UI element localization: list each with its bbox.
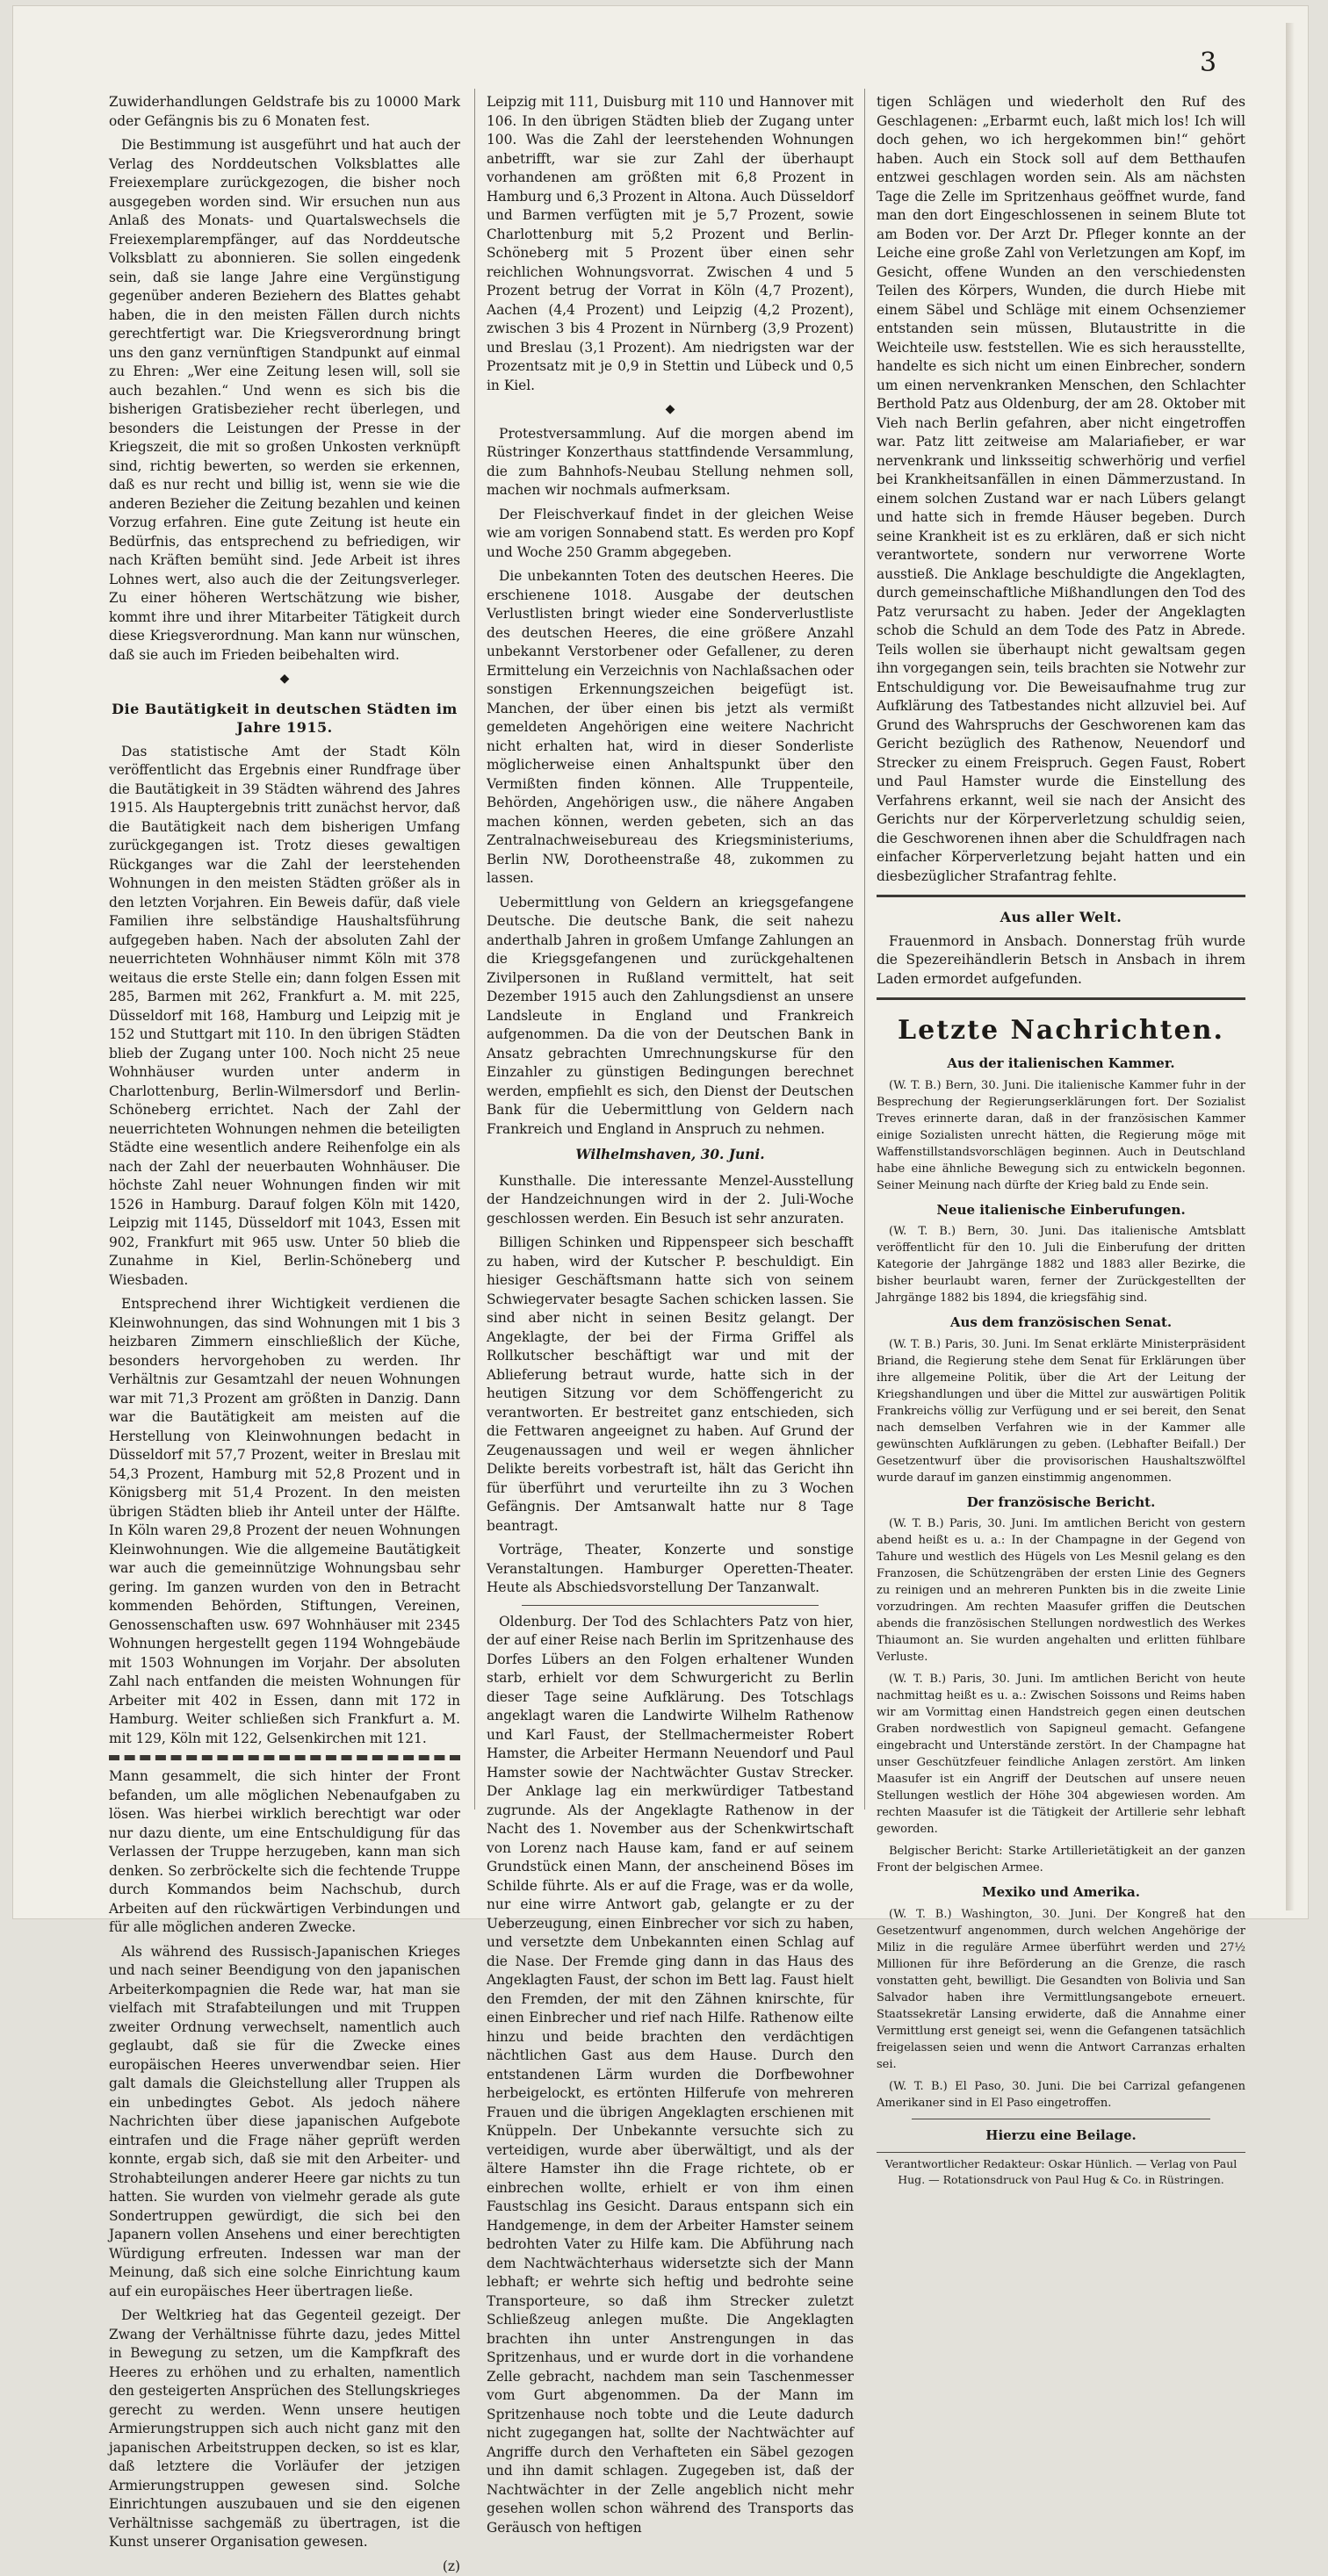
section-divider: [877, 895, 1245, 897]
news-paragraph: (W. T. B.) El Paso, 30. Juni. Die bei Carrizal gefangenen Amerikaner sind in El Paso eingetroffen.: [877, 2078, 1245, 2112]
section-divider: [877, 997, 1245, 1000]
end-mark: (z): [109, 2558, 460, 2576]
news-paragraph: (W. T. B.) Paris, 30. Juni. Im amtlichen Bericht von heute nachmittag heißt es u. a.: Zwischen Soissons und Reims haben wir am Vormittag einen Handstreich gegen einen deutschen Graben nordwestlich von Sapigneul gemacht. Gefangene eingebracht und Unterstände zerstört. In der Champagne hat unser Geschützfeuer feindliche Anlagen zerstört. Am linken Maasufer ist ein Angriff der Deutschen auf unsere neuen Stellungen westlich der Höhe 304 abgewiesen worden. Am rechten Maasufer ist die Tätigkeit der Artillerie sehr lebhaft geworden.: [877, 1671, 1245, 1838]
news-paragraph: (W. T. B.) Paris, 30. Juni. Im amtlichen Bericht von gestern abend heißt es u. a.: In der Champagne in der Gegend von Tahure und westlich des Hügels von Les Mesnil gelang es den Franzosen, die Schützengräben der ersten Linie des Gegners zu reinigen und an mehreren Punkten bis in die zweite Linie vorzudringen. Am rechten Maasufer griffen die Deutschen abends die französischen Stellungen nordwestlich des Werkes Thiaumont an. Sie wurden angehalten und erlitten fühlbare Verluste.: [877, 1515, 1245, 1666]
news-paragraph: (W. T. B.) Bern, 30. Juni. Das italienische Amtsblatt veröffentlicht für den 10. Juli die Einberufung der dritten Kategorie der Jahrgänge 1882 und 1883 aller Bezirke, die bisher beurlaubt waren, ferner der Zurückgestellten der Jahrgänge 1882 bis 1894, die kriegsfähig sind.: [877, 1223, 1245, 1306]
article-paragraph: Zuwiderhandlungen Geldstrafe bis zu 10000 Mark oder Gefängnis bis zu 6 Monaten fest.: [109, 93, 460, 131]
article-paragraph: Entsprechend ihrer Wichtigkeit verdienen die Kleinwohnungen, das sind Wohnungen mit 1 bis 3 heizbaren Zimmern einschließlich der Küche, besonders hervorgehoben zu werden. Ihr Verhältnis zur Gesamtzahl der neuen Wohnungen war mit 71,3 Prozent am größten in Danzig. Dann war die Bautätigkeit am meisten auf die Herstellung von Kleinwohnungen bedacht in Düsseldorf mit 57,7 Prozent, weiter in Breslau mit 54,3 Prozent, Hamburg mit 52,8 Prozent und in Königsberg mit 51,4 Prozent. In den meisten übrigen Städten blieb ihr Anteil unter der Hälfte. In Köln waren 29,8 Prozent der neuen Wohnungen Kleinwohnungen. Wie die allgemeine Bautätigkeit war auch die gemeinnützige Wohnungsbau sehr gering. Im ganzen wurden von den in Betracht kommenden Behörden, Stiftungen, Vereinen, Genossenschaften usw. 697 Wohnhäuser mit 2345 Wohnungen hergestellt gegen 1194 Wohngebäude mit 1503 Wohnungen im Vorjahr. Der absoluten Zahl nach entfanden die meisten Wohnungen für Arbeiter mit 402 in Essen, dann mit 172 in Hamburg. Weiter schließen sich Frankfurt a. M. mit 129, Köln mit 122, Gelsenkirchen mit 121.: [109, 1295, 460, 1748]
article-paragraph: Uebermittlung von Geldern an kriegsgefangene Deutsche. Die deutsche Bank, die seit nahezu anderthalb Jahren in großem Umfange Zahlungen an die Kriegsgefangenen und zurückgehaltenen Zivilpersonen in Rußland vermittelt, hat seit Dezember 1915 auch den Zahlungsdienst an unsere Landsleute in England und Frankreich aufgenommen. Da die von der Deutschen Bank in Ansatz gebrachten Umrechnungskurse für den Einzahler zu günstigen Bedingungen berechnet werden, empfiehlt es sich, den Dienst der Deutschen Bank für die Uebermittlung von Geldern nach Frankreich und England in Anspruch zu nehmen.: [487, 894, 854, 1140]
news-paragraph: (W. T. B.) Washington, 30. Juni. Der Kongreß hat den Gesetzentwurf angenommen, durch welchen Angehörige der Miliz in die reguläre Armee überführt werden und 27½ Millionen für ihre Beförderung an die Grenze, die rasch vonstatten geht, bewilligt. Die Gesandten von Bolivia und San Salvador haben ihre Vermittlungsangebote erneuert. Staatssekretär Lansing erwiderte, daß die Annahme einer Vermittlung erst geneigt sei, wenn die Gefangenen tatsächlich freigelassen seien und wenn die Antwort Carranzas erhalten sei.: [877, 1906, 1245, 2073]
article-paragraph: Die Bestimmung ist ausgeführt und hat auch der Verlag des Norddeutschen Volksblattes alle Freiexemplare zurückgezogen, die bisher noch ausgegeben worden sind. Wir ersuchen nun aus Anlaß des Monats- und Quartalswechsels die Freiexemplarempfänger, auf das Norddeutsche Volksblatt zu abonnieren. Sie sollen eingedenk sein, daß sie lange Jahre eine Vergünstigung gegenüber anderen Beziehern des Blattes gehabt haben, die in den meisten Fällen durch nichts gerechtfertigt war. Die Kriegsverordnung bringt uns den ganz vernünftigen Standpunkt auf einmal zu Ehren: „Wer eine Zeitung lesen will, soll sie auch bezahlen.“ Und wenn es sich bis die bisherigen Gratisbezieher recht überlegen, und besonders die Leistungen der Presse in der Kriegszeit, die mit so großen Unkosten verknüpft sind, richtig bewerten, so werden sie erkennen, daß es nur recht und billig ist, wenn sie wie die anderen Bezieher die Zeitung bezahlen und keinen Vorzug erfahren. Eine gute Zeitung ist heute ein Bedürfnis, das entsprechend zu befriedigen, wir nach Kräften bemüht sind. Jede Arbeit ist ihres Lohnes wert, also auch die der Zeitungsverleger. Zu einer höheren Wertschätzung wie bisher, kommt ihre und ihrer Mitarbeiter Tätigkeit durch diese Kriegsverordnung. Man kann nur wünschen, daß sie auch im Frieden beibehalten wird.: [109, 136, 460, 665]
imprint: Verantwortlicher Redakteur: Oskar Hünlich. — Verlag von Paul Hug. — Rotationsdruck von Paul Hug & Co. in Rüstringen.: [877, 2152, 1245, 2188]
article-heading: Die Bautätigkeit in deutschen Städten im Jahre 1915.: [109, 700, 460, 738]
section-heading-large: Letzte Nachrichten.: [877, 1016, 1245, 1046]
article-paragraph: Frauenmord in Ansbach. Donnerstag früh wurde die Spezereihändlerin Betsch in Ansbach in ihrem Laden ermordet aufgefunden.: [877, 932, 1245, 989]
separator-diamond: ◆: [487, 400, 854, 420]
news-paragraph: Belgischer Bericht: Starke Artillerietätigkeit an der ganzen Front der belgischen Armee.: [877, 1843, 1245, 1876]
news-paragraph: (W. T. B.) Paris, 30. Juni. Im Senat erklärte Ministerpräsident Briand, die Regierung stehe dem Senat für Erklärungen über ihre allgemeine Politik, über die Art der Leitung der Kriegshandlungen und über die Mittel zur auswärtigen Politik Frankreichs völlig zur Verfügung und er sei bereit, den Senat nach demselben Verfahren wie in der Kammer alle gewünschten Aufklärungen zu geben. (Lebhafter Beifall.) Der Gesetzentwurf über die provisorischen Haushaltszwölftel wurde darauf im ganzen einstimmig angenommen.: [877, 1336, 1245, 1486]
article-paragraph: Der Fleischverkauf findet in der gleichen Weise wie am vorigen Sonnabend statt. Es werden pro Kopf und Woche 250 Gramm abgegeben.: [487, 506, 854, 563]
separator-diamond: ◆: [109, 670, 460, 689]
article-paragraph: Die unbekannten Toten des deutschen Heeres. Die erschienene 1018. Ausgabe der deutschen Verlustlisten bringt wieder eine Sonderverlustliste des deutschen Heeres, die eine größere Anzahl unbekannt Verstorbener oder Gefallener, zu deren Ermittelung ein Verzeichnis von Nachlaßsachen oder sonstigen Erkennungszeichen beigefügt ist. Manchen, der über einen bis jetzt als vermißt gemeldeten Angehörigen eine weitere Nachricht nicht erhalten hat, wird in dieser Sonderliste möglicherweise einen Anhaltspunkt über den Vermißten finden können. Alle Truppenteile, Behörden, Angehörigen usw., die nähere Angaben machen können, werden gebeten, sich an das Zentralnachweisebureau des Kriegsministeriums, Berlin NW, Dorotheenstraße 48, zukommen zu lassen.: [487, 567, 854, 889]
article-paragraph: Kunsthalle. Die interessante Menzel-Ausstellung der Handzeichnungen wird in der 2. Juli-Woche geschlossen werden. Ein Besuch ist sehr anzuraten.: [487, 1172, 854, 1229]
news-subheading: Aus der italienischen Kammer.: [877, 1054, 1245, 1074]
column-divider: [474, 89, 475, 1810]
column-middle: [487, 93, 854, 1796]
article-paragraph: Der Weltkrieg hat das Gegenteil gezeigt. Der Zwang der Verhältnisse führte dazu, jedes Mittel in Bewegung zu setzen, um die Kampfkraft des Heeres zu erhöhen und zu erhalten, namentlich den gesteigerten Ansprüchen des Stellungskrieges gerecht zu werden. Wenn unsere heutigen Armierungstruppen sich auch nicht ganz mit den japanischen Arbeitstruppen decken, so ist es klar, daß letztere die Vorläufer der jetzigen Armierungstruppen gewesen sind. Solche Einrichtungen auszubauen und sie den eigenen Verhältnisse sachgemäß zu übertragen, ist die Kunst unserer Organisation gewesen.: [109, 2306, 460, 2552]
section-heading: Aus aller Welt.: [877, 908, 1245, 927]
article-paragraph: Oldenburg. Der Tod des Schlachters Patz von hier, der auf einer Reise nach Berlin im Spritzenhause des Dorfes Lübers an den Folgen erhaltener Wunden starb, erhielt vor dem Schwurgericht zu Berlin dieser Tage seine Aufklärung. Des Totschlags angeklagt waren die Landwirte Wilhelm Rathenow und Karl Faust, der Stellmachermeister Robert Hamster, die Arbeiter Hermann Neuendorf und Paul Hamster sowie der Nachtwächter Gustav Strecker. Der Anklage lag ein merkwürdiger Tatbestand zugrunde. Als der Angeklagte Rathenow in der Nacht des 1. November aus der Schenkwirtschaft von Lorenz nach Hause kam, fand er auf seinem Grundstück einen Mann, der anscheinend Böses im Schilde führte. Als er auf die Frage, was er da wolle, nur eine wirre Antwort gab, gelangte er zu der Ueberzeugung, einen Einbrecher vor sich zu haben, und versetzte dem Unbekannten einen Schlag auf die Nase. Der Fremde ging dann in das Haus des Angeklagten Faust, der schon im Bett lag. Faust hielt den Fremden, der mit den Zähnen knirschte, für einen Einbrecher und rief nach Hilfe. Rathenow eilte hinzu und beide brachten den verdächtigen nächtlichen Gast aus dem Hause. Durch den entstandenen Lärm wurden die Dorfbewohner herbeigelockt, es ertönten Hilferufe von mehreren Frauen und die übrigen Angeklagten erschienen mit Knüppeln. Der Unbekannte versuchte sich zu verteidigen, wurde aber überwältigt, und als der ältere Hamster ihn die Frage richtete, ob er einbrechen wollte, erhielt er von ihm einen Faustschlag ins Gesicht. Daraus entspann sich ein Handgemenge, in dem der Arbeiter Hamster seinem bedrohten Vater zu Hilfe kam. Die Abführung nach dem Nachtwächterhaus widersetzte sich der Mann lebhaft; er wehrte sich heftig und bedrohte seine Transporteure, so daß ihm Strecker zuletzt Schließzeug anlegen mußte. Die Angeklagten brachten ihn unter Anstrengungen in das Spritzenhaus, und er wurde dort in die vorhandene Zelle gebracht, nachdem man sein Taschenmesser vom Gurt abgenommen. Da der Mann im Spritzenhause noch tobte und die Leute dadurch nicht zugegangen hat, sollte der Nachtwächter auf Angriffe durch den Verhafteten ein Säbel gezogen und ihn damit schlagen. Zugegeben ist, daß der Nachtwächter in der Zelle angeblich nicht mehr gesehen wollen schon während des Transports das Geräusch von heftigen: [487, 1613, 854, 2538]
news-subheading: Aus dem französischen Senat.: [877, 1313, 1245, 1333]
supplement-note: Hierzu eine Beilage.: [877, 2126, 1245, 2146]
column-left: [109, 93, 460, 1796]
article-paragraph: Billigen Schinken und Rippenspeer sich beschafft zu haben, wird der Kutscher P. beschuldigt. Ein hiesiger Geschäftsmann hatte sich von seinem Schwiegervater besagte Sachen schicken lassen. Sie sind aber nicht in seinen Besitz gelangt. Der Angeklagte, der bei der Firma Griffel als Rollkutscher beschäftigt war und mit der Ablieferung betraut wurde, hatte sich in der heutigen Sitzung vor dem Schöffengericht zu verantworten. Er bestreitet ganz entschieden, sich die Fettwaren angeeignet zu haben. Auf Grund der Zeugenaussagen und weil er wegen ähnlicher Delikte bereits vorbestraft ist, hält das Gericht ihn für überführt und verurteilte ihn zu 3 Wochen Gefängnis. Der Amtsanwalt hatte nur 8 Tage beantragt.: [487, 1234, 854, 1536]
section-divider: [109, 1755, 460, 1760]
dateline: Wilhelmshaven, 30. Juni.: [487, 1146, 854, 1165]
article-paragraph: Vorträge, Theater, Konzerte und sonstige Veranstaltungen. Hamburger Operetten-Theater. Heute als Abschiedsvorstellung Der Tanzanwalt.: [487, 1541, 854, 1598]
news-subheading: Mexiko und Amerika.: [877, 1883, 1245, 1903]
page-number: 3: [1200, 47, 1216, 78]
newspaper-page: [12, 5, 1309, 1919]
news-subheading: Der französische Bericht.: [877, 1493, 1245, 1513]
article-paragraph: Das statistische Amt der Stadt Köln veröffentlicht das Ergebnis einer Rundfrage über die Bautätigkeit in 39 Städten während des Jahres 1915. Als Hauptergebnis tritt zunächst hervor, daß die Bautätigkeit nach dem bisherigen Umfang zurückgegangen ist. Trotz dieses gewaltigen Rückganges war die Zahl der leerstehenden Wohnungen in den meisten Städten größer als in den letzten Vorjahren. Ein Beweis dafür, daß viele Familien ihre selbständige Haushaltsführung aufgegeben haben. Nach der absoluten Zahl der neuerrichteten Wohnhäuser nimmt Köln mit 378 weitaus die erste Stelle ein; dann folgen Essen mit 285, Barmen mit 262, Frankfurt a. M. mit 225, Düsseldorf mit 168, Hamburg und Leipzig mit je 152 und Stuttgart mit 110. In den übrigen Städten blieb der Zugang unter 100. Noch nicht 25 neue Wohnhäuser wurden unter anderm in Charlottenburg, Berlin-Wilmersdorf und Berlin-Schöneberg errichtet. Nach der Zahl der neuerrichteten Wohnungen nehmen die beteiligten Städte eine wesentlich andere Reihenfolge ein als nach der Zahl der neuerbauten Wohnhäuser. Die höchste Zahl neuer Wohnungen finden wir mit 1526 in Hamburg. Darauf folgen Köln mit 1420, Leipzig mit 1145, Düsseldorf mit 1043, Essen mit 902, Frankfurt mit 965 usw. Unter 50 blieb die Zunahme in Kiel, Berlin-Schöneberg und Wiesbaden.: [109, 743, 460, 1291]
article-paragraph: Mann gesammelt, die sich hinter der Front befanden, um alle möglichen Nebenaufgaben zu lösen. Was hierbei wirklich berechtigt war oder nur dazu diente, um eine Entschuldigung für das Verlassen der Truppe herzugeben, kann man sich denken. So zerbröckelte sich die fechtende Truppe durch Kommandos beim Nachschub, durch Arbeiten auf den rückwärtigen Verbindungen und für alle möglichen anderen Zwecke.: [109, 1767, 460, 1938]
article-paragraph: Protestversammlung. Auf die morgen abend im Rüstringer Konzerthaus stattfindende Versammlung, die zum Bahnhofs-Neubau Stellung nehmen soll, machen wir nochmals aufmerksam.: [487, 425, 854, 500]
article-paragraph: Leipzig mit 111, Duisburg mit 110 und Hannover mit 106. In den übrigen Städten blieb der Zugang unter 100. Was die Zahl der leerstehenden Wohnungen anbetrifft, war sie zur Zahl der überhaupt vorhandenen am größten mit 6,8 Prozent in Hamburg und 6,3 Prozent in Altona. Auch Düsseldorf und Barmen verfügten mit je 5,7 Prozent, sowie Charlottenburg mit 5,2 Prozent und Berlin-Schöneberg mit 5 Prozent über einen sehr reichlichen Wohnungsvorrat. Zwischen 4 und 5 Prozent betrug der Vorrat in Köln (4,7 Prozent), Aachen (4,4 Prozent) und Leipzig (4,2 Prozent), zwischen 3 bis 4 Prozent in Nürnberg (3,9 Prozent) und Breslau (3,1 Prozent). Am niedrigsten war der Prozentsatz mit je 0,9 in Stettin und Lübeck und 0,5 in Kiel.: [487, 93, 854, 395]
column-divider: [864, 89, 865, 1810]
section-divider: [522, 1605, 819, 1606]
article-paragraph: tigen Schlägen und wiederholt den Ruf des Geschlagenen: „Erbarmt euch, laßt mich los! Ich will doch gehen, wo ich hergekommen bin!“ gehört haben. Auch ein Stock soll auf dem Betthaufen entzwei geschlagen worden sein. Als am nächsten Tage die Zelle im Spritzenhaus geöffnet wurde, fand man den dort Eingeschlossenen in seinem Blute tot am Boden vor. Der Arzt Dr. Pfleger konnte an der Leiche eine große Zahl von Verletzungen am Kopf, im Gesicht, offene Wunden an den verschiedensten Teilen des Körpers, Wunden, die durch Hiebe mit einem Säbel und Schläge mit einem Ochsenziemer entstanden sein müssen, Blutaustritte in die Weichteile usw. feststellen. Wie es sich herausstellte, handelte es sich nicht um einen Einbrecher, sondern um einen nervenkranken Menschen, den Schlachter Berthold Patz aus Oldenburg, der am 28. Oktober mit Vieh nach Berlin gefahren, aber nicht eingetroffen war. Patz litt zeitweise am Malariafieber, er war nervenkrank und linksseitig schwerhörig und verfiel bei Krankheitsanfällen in einen Dämmerzustand. In einem solchen Zustand war er nach Lübers gelangt und hatte sich in fremde Häuser begeben. Durch seine Krankheit ist es zu erklären, daß er sich nicht verantwortete, sondern nur verworrene Worte ausstieß. Die Anklage beschuldigte die Angeklagten, durch gemeinschaftliche Mißhandlungen den Tod des Patz verursacht zu haben. Jeder der Angeklagten schob die Schuld an dem Tode des Patz in Abrede. Teils wollen sie überhaupt nicht gewaltsam gegen ihn vorgegangen sein, teils brachten sie Notwehr zur Entschuldigung vor. Die Beweisaufnahme trug zur Aufklärung des Tatbestandes nicht allzuviel bei. Auf Grund des Wahrspruchs der Geschworenen kam das Gericht bezüglich des Rathenow, Neuendorf und Strecker zu einem Freispruch. Gegen Faust, Robert und Paul Hamster wurde die Einstellung des Verfahrens erkannt, weil sie nach der Ansicht des Gerichts nur der Körperverletzung schuldig seien, die Geschworenen ihnen aber die Schuldfragen nach einfacher Körperverletzung bejaht hatten und ein diesbezüglicher Strafantrag fehlte.: [877, 93, 1245, 886]
page-edge: [1286, 23, 1295, 1910]
column-right: [877, 93, 1245, 1814]
news-paragraph: (W. T. B.) Bern, 30. Juni. Die italienische Kammer fuhr in der Besprechung der Regierungserklärungen fort. Der Sozialist Treves erinnerte daran, daß in der französischen Kammer einige Sozialisten unrecht hätten, die Regierung möge mit Waffenstillstandsvorschlägen beginnen. Auch in Deutschland habe eine ähnliche Bewegung sich zu entwickeln begonnen. Seiner Meinung nach dürfte der Krieg bald zu Ende sein.: [877, 1077, 1245, 1194]
article-paragraph: Als während des Russisch-Japanischen Krieges und nach seiner Beendigung von den japanischen Arbeiterkompagnien die Rede war, hat man sie vielfach mit Strafabteilungen und mit Truppen zweiter Ordnung verwechselt, namentlich auch geglaubt, daß sie für die Zwecke eines europäischen Heeres unverwendbar seien. Hier galt damals die Gleichstellung aller Truppen als ein unbedingtes Gebot. Als jedoch nähere Nachrichten über diese japanischen Aufgebote eintrafen und die Frage näher geprüft werden konnte, ergab sich, daß sie mit den Arbeiter- und Strohabteilungen anderer Heere gar nichts zu tun hatten. Sie wurden von vielmehr gerade als gute Sondertruppen gewürdigt, die sich bei den Japanern vollen Ansehens und einer berechtigten Würdigung erfreuten. Indessen war man der Meinung, daß sich eine solche Einrichtung kaum auf ein europäisches Heer übertragen ließe.: [109, 1943, 460, 2302]
news-subheading: Neue italienische Einberufungen.: [877, 1201, 1245, 1220]
